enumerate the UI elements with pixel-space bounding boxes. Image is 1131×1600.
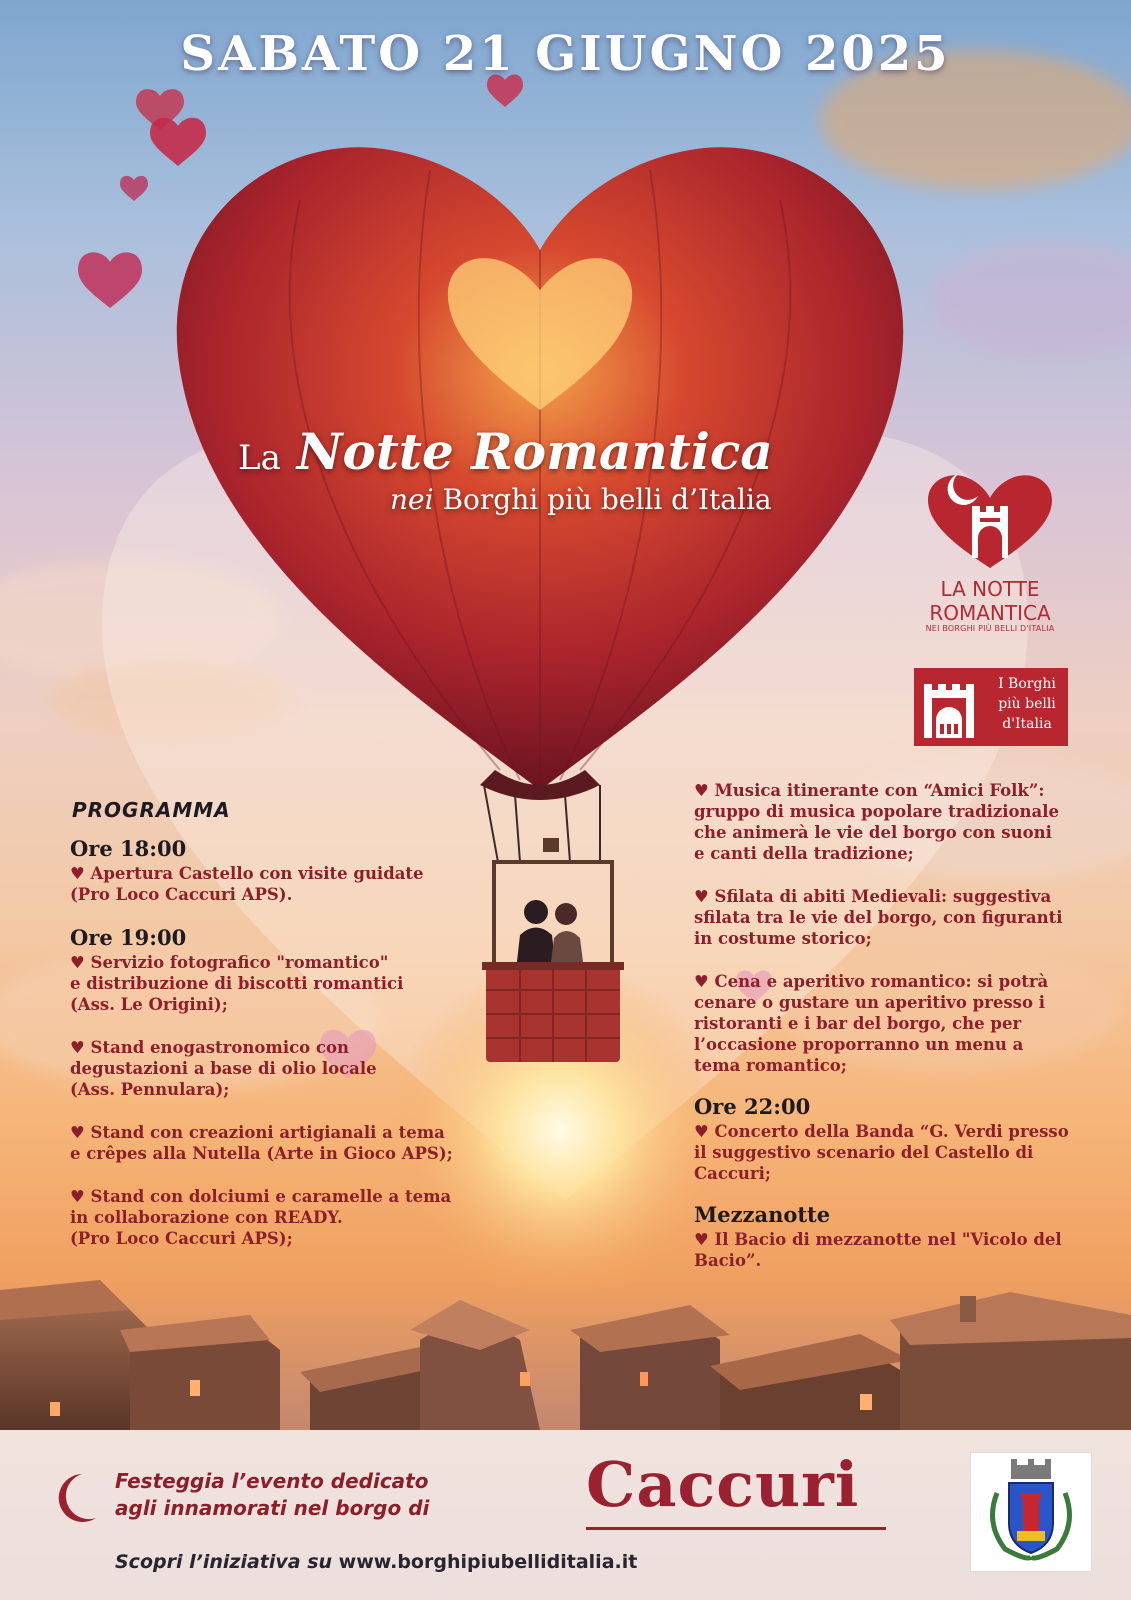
programma-left-column [70,838,480,1271]
notte-romantica-logo [920,468,1060,633]
borghi-line3: d'Italia [1002,716,1052,732]
footer-tagline [115,1468,429,1522]
title-article: La [238,438,281,478]
event-date: SABATO 21 GIUGNO 2025 [180,26,951,82]
time-slot-19: Ore 19:00 [70,925,187,950]
subtitle-prefix: nei [390,483,434,516]
logo-text-line3: NEI BORGHI PIÙ BELLI D'ITALIA [925,624,1055,633]
program-item: ♥ Cena e aperitivo romantico: si potrà cenare o gustare un aperitivo presso i ristoranti e i bar del borgo, che per l’occasione proporranno un menu a tema romantico; [694,972,1049,1075]
website-line [115,1551,637,1573]
town-crest [970,1452,1092,1572]
borghi-logo-text [990,674,1064,734]
castle-icon [914,668,990,746]
event-title-block [238,422,773,516]
crescent-moon-icon [52,1470,100,1526]
borghi-piu-belli-logo [914,668,1068,746]
borghi-line2: più belli [998,696,1056,712]
program-item: ♥ Servizio fotografico "romantico" e distribuzione di biscotti romantici (Ass. Le Origini); [70,953,404,1014]
program-item: ♥ Apertura Castello con visite guidate (Pro Loco Caccuri APS). [70,864,424,904]
village-rooftops [0,1280,1131,1430]
event-subtitle [390,483,773,516]
event-title [238,422,773,481]
website-link[interactable]: www.borghipiubelliditalia.it [338,1551,638,1573]
logo-text-line2: ROMANTICA [929,601,1051,625]
coat-of-arms-icon [971,1453,1091,1571]
programma-right-column [694,780,1104,1293]
program-item: ♥ Stand enogastronomico con degustazioni a base di olio locale (Ass. Pennulara); [70,1038,377,1099]
tagline-line2: agli innamorati nel borgo di [115,1496,430,1520]
time-slot-22: Ore 22:00 [694,1094,811,1119]
program-item: ♥ Stand con dolciumi e caramelle a tema in collaborazione con READY. (Pro Loco Caccuri APS); [70,1187,452,1248]
time-slot-18: Ore 18:00 [70,836,187,861]
programma-heading: PROGRAMMA [72,798,231,822]
logo-text-line1: LA NOTTE [940,577,1040,601]
tagline-line1: Festeggia l’evento dedicato [115,1469,429,1493]
time-slot-midnight: Mezzanotte [694,1202,831,1227]
program-item: ♥ Stand con creazioni artigianali a tema e crêpes alla Nutella (Arte in Gioco APS); [70,1123,453,1163]
title-name: Notte Romantica [296,422,773,481]
program-item: ♥ Concerto della Banda “G. Verdi presso il suggestivo scenario del Castello di Caccuri; [694,1122,1069,1183]
program-item: ♥ Musica itinerante con “Amici Folk”: gruppo di musica popolare tradizionale che animerà le vie del borgo con suoni e canti della tradizione; [694,781,1059,863]
program-item: ♥ Sfilata di abiti Medievali: suggestiva sfilata tra le vie del borgo, con figuranti in costume storico; [694,887,1063,948]
scopri-text: Scopri l’iniziativa su [115,1551,333,1573]
town-name: Caccuri [586,1448,860,1521]
borghi-line1: I Borghi [998,676,1056,692]
heart-castle-icon [920,468,1060,572]
town-underline [586,1527,886,1530]
program-item: ♥ Il Bacio di mezzanotte nel "Vicolo del Bacio”. [694,1230,1062,1270]
subtitle-rest: Borghi più belli d’Italia [442,483,772,516]
